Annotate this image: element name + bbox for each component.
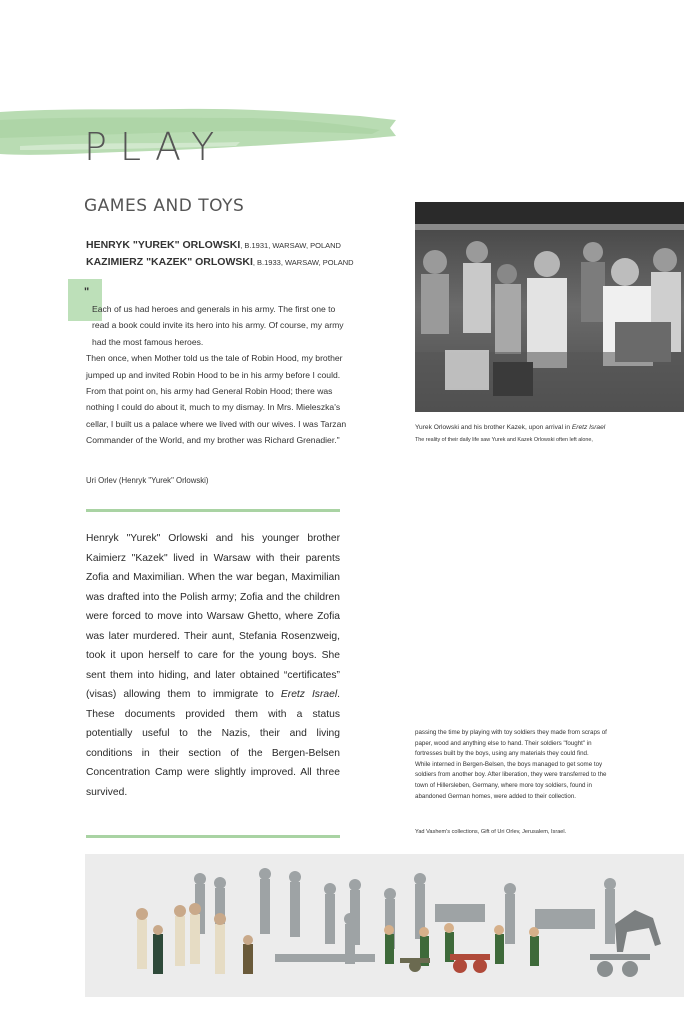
person-name: KAZIMIERZ "KAZEK" ORLOWSKI [86, 256, 253, 268]
person-meta: , B.1933, WARSAW, POLAND [252, 258, 354, 267]
caption-text: Yurek Orlowski and his brother Kazek, upon arrival in [415, 424, 572, 431]
arrival-photograph [415, 202, 684, 412]
biography-paragraph [86, 529, 340, 802]
person-name: HENRYK "YUREK" ORLOWSKI [86, 239, 241, 251]
toy-soldiers-text [415, 728, 615, 802]
person-name-line [86, 254, 386, 271]
photo-caption-title [415, 423, 684, 433]
quote-mark: " [84, 286, 90, 298]
section-subtitle: GAMES AND TOYS [84, 196, 245, 216]
testimony-quote [86, 301, 352, 449]
photo-caption-subtext: The reality of their daily life saw Yurek and Kazek Orlowski often left alone, [415, 437, 593, 443]
biography-italic-term: Eretz Israel [280, 689, 338, 700]
quote-paragraph: Then once, when Mother told us the tale of Robin Hood, my brother jumped up and invited Robin Hood to be in his army before I could. From that point on, his army had General Robin Hood; there was nothing I could do about it, much to my dismay. In Mrs. Mieleszka's cellar, I built us a palace where we lived with our wives. I was Tarzan Commander of the World, and my brother was Richard Grenadier." [86, 353, 347, 446]
photo-caption [415, 423, 684, 445]
divider-rule [86, 509, 340, 512]
biography-text-part: . These documents provided them with a status potentially useful to the Nazis, their and living conditions in their section of the Bergen-Belsen Concentration Camp were slightly improved. All three survived. [86, 689, 340, 798]
biography-text-part: Henryk "Yurek" Orlowski and his younger brother Kaimierz "Kazek" lived in Warsaw with their parents Zofia and Maximilian. When the war began, Maximilian was drafted into the Polish army; Zofia and the children were forced to move into Warsaw Ghetto, where Zofia was later murdered. Their aunt, Stefania Rosenzweig, took it upon herself to care for the young boys. She sent them into hiding, and later obtained “certificates” (visas) allowing them to immigrate to [86, 533, 340, 700]
biography-text [86, 529, 340, 802]
person-meta: , B.1931, WARSAW, POLAND [240, 241, 341, 250]
page-title: PLAY [84, 125, 228, 169]
quote-paragraph: Each of us had heroes and generals in his army. The first one to read a book could invite its hero into his army. Of course, my army had the most famous heroes. [92, 304, 344, 347]
toy-soldiers-photograph [85, 854, 684, 997]
collection-credit: Yad Vashem's collections, Gift of Uri Orlev, Jerusalem, Israel. [415, 829, 567, 835]
people-names [86, 237, 386, 271]
side-paragraph: passing the time by playing with toy soldiers they made from scraps of paper, wood and anything else to hand. Their soldiers "fought" in fortresses built by the boys, using any materials they could find. [415, 729, 607, 758]
divider-rule [86, 835, 340, 838]
caption-italic-term: Eretz Israel [571, 424, 606, 431]
side-paragraph: While interned in Bergen-Belsen, the boys managed to get some toy soldiers from another boy. After liberation, they were transferred to the town of Hillersleben, Germany, where more toy soldiers, found in abandoned German homes, were added to their collection. [415, 760, 607, 800]
person-name-line [86, 237, 386, 254]
quote-attribution: Uri Orlev (Henryk "Yurek" Orlowski) [86, 476, 209, 485]
